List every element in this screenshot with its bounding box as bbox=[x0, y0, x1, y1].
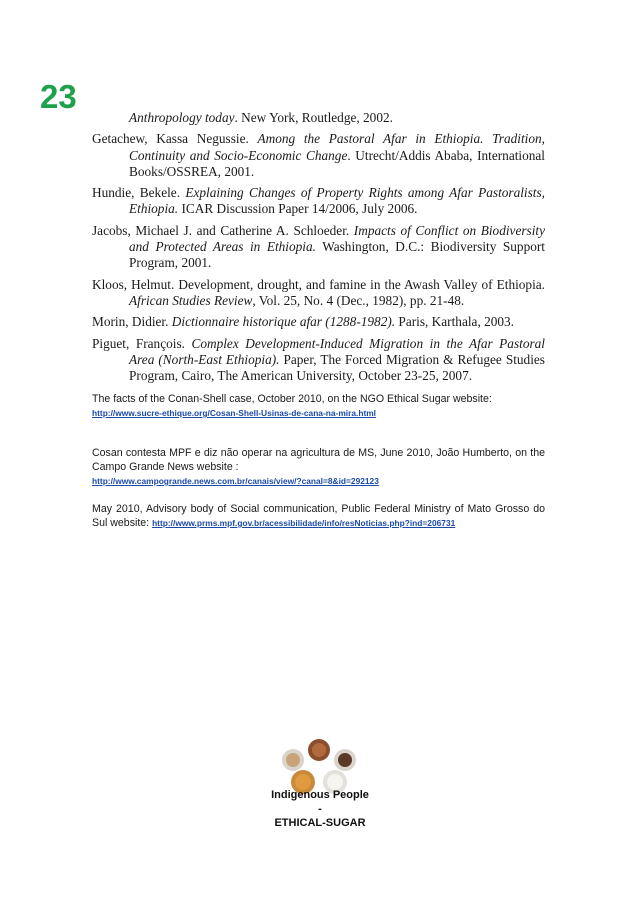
conan-note: The facts of the Conan-Shell case, October 2010, on the NGO Ethical Sugar website: http://www.sucre-ethique.org/Cosan-Shell-Usinas-de-cana-na-mira.html bbox=[92, 393, 492, 418]
footer-line: - bbox=[318, 803, 322, 815]
reference-item: Hundie, Bekele. Explaining Changes of Property Rights among Afar Pastoralists, Ethiopia. ICAR Discussion Paper 14/2006, July 2006. bbox=[92, 185, 545, 217]
conan-link[interactable]: http://www.sucre-ethique.org/Cosan-Shell-Usinas-de-cana-na-mira.html bbox=[92, 408, 377, 418]
reference-item: Getachew, Kassa Negussie. Among the Pastoral Afar in Ethiopia. Tradition, Continuity and Socio-Economic Change. Utrecht/Addis Ababa, International Books/OSSREA, 2001. bbox=[92, 131, 546, 179]
prms-link[interactable]: http://www.prms.mpf.gov.br/acessibilidade/info/resNoticias.php?ind=206731 bbox=[152, 518, 456, 528]
reference-item: Jacobs, Michael J. and Catherine A. Schloeder. Impacts of Conflict on Biodiversity and Protected Areas in Ethiopia. Washington, D.C.: Biodiversity Support Program, 2001. bbox=[92, 222, 545, 271]
web-sources bbox=[92, 392, 545, 530]
cosan-note: Cosan contesta MPF e diz não operar na agricultura de MS, June 2010, João Humberto, on the Campo Grande News website : http://www.campogrande.news.com.br/canais/view/?canal=8&id=292123 bbox=[92, 447, 545, 486]
reference-item: Kloos, Helmut. Development, drought, and famine in the Awash Valley of Ethiopia. African Studies Review, Vol. 25, No. 4 (Dec., 1982), pp. 21-48. bbox=[92, 276, 545, 308]
may-note: May 2010, Advisory body of Social communication, Public Federal Ministry of Mato Grosso do Sul website: http://www.prms.mpf.gov.br/acessibilidade/info/resNoticias.php?ind=206731 bbox=[92, 503, 545, 529]
reference-item: Piguet, François. Complex Development-Induced Migration in the Afar Pastoral Area (North-East Ethiopia). Paper, The Forced Migration & Refugee Studies Program, Cairo, The American University, October 23-25, 2007. bbox=[92, 335, 545, 384]
footer-line: ETHICAL-SUGAR bbox=[274, 817, 366, 829]
references-list bbox=[92, 110, 545, 389]
reference-item: Anthropology today. New York, Routledge, 2002. bbox=[129, 110, 393, 125]
footer-title bbox=[230, 788, 410, 830]
cosan-link[interactable]: http://www.campogrande.news.com.br/canais/view/?canal=8&id=292123 bbox=[92, 476, 379, 486]
reference-item: Morin, Didier. Dictionnaire historique afar (1288-1982). Paris, Karthala, 2003. bbox=[92, 314, 515, 330]
footer-line: Indigenous People bbox=[271, 789, 369, 801]
page-number: 23 bbox=[40, 78, 77, 115]
